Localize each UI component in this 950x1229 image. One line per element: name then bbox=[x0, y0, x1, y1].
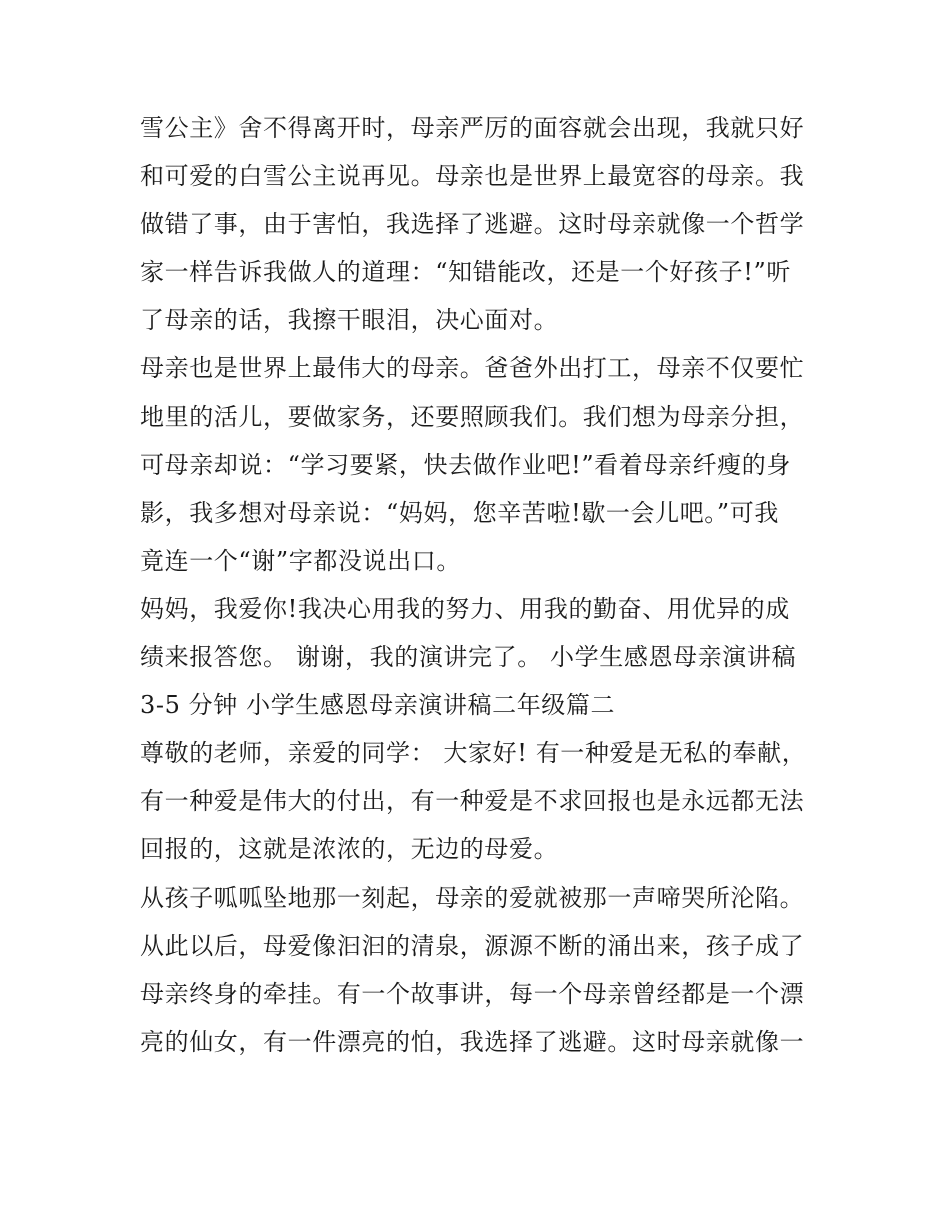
text-line: 有一种爱是伟大的付出，有一种爱是不求回报也是永远都无法 bbox=[140, 787, 805, 816]
text-line: 了母亲的话，我擦干眼泪，决心面对。 bbox=[140, 306, 559, 335]
text-line: 竟连一个“谢”字都没说出口。 bbox=[140, 546, 461, 575]
text-line: 尊敬的老师，亲爱的同学： 大家好! 有一种爱是无私的奉献， bbox=[140, 739, 807, 768]
text-line: 回报的，这就是浓浓的，无边的母爱。 bbox=[140, 835, 559, 864]
section-heading-line: 3-5 分钟 小学生感恩母亲演讲稿二年级篇二 bbox=[140, 691, 616, 720]
text-line: 亮的仙女，有一件漂亮的怕，我选择了逃避。这时母亲就像一 bbox=[140, 1027, 805, 1056]
text-line: 雪公主》舍不得离开时，母亲严厉的面容就会出现，我就只好 bbox=[140, 114, 805, 142]
text-line: 和可爱的白雪公主说再见。母亲也是世界上最宽容的母亲。我 bbox=[140, 162, 805, 191]
text-line: 母亲终身的牵挂。有一个故事讲，每一个母亲曾经都是一个漂 bbox=[140, 979, 805, 1008]
text-line: 影，我多想对母亲说：“妈妈，您辛苦啦!歇一会儿吧。”可我 bbox=[140, 498, 779, 527]
text-line: 母亲也是世界上最伟大的母亲。爸爸外出打工，母亲不仅要忙 bbox=[140, 354, 805, 383]
text-line: 地里的活儿，要做家务，还要照顾我们。我们想为母亲分担， bbox=[140, 402, 805, 431]
text-line: 从此以后，母爱像汩汩的清泉，源源不断的涌出来，孩子成了 bbox=[140, 931, 805, 960]
text-line: 从孩子呱呱坠地那一刻起，母亲的爱就被那一声啼哭所沦陷。 bbox=[140, 883, 805, 912]
text-line: 可母亲却说：“学习要紧，快去做作业吧!”看着母亲纤瘦的身 bbox=[140, 450, 791, 479]
text-line: 做错了事，由于害怕，我选择了逃避。这时母亲就像一个哲学 bbox=[140, 210, 805, 239]
text-line: 绩来报答您。 谢谢，我的演讲完了。 小学生感恩母亲演讲稿 bbox=[140, 643, 797, 672]
body-text bbox=[140, 104, 820, 1066]
text-line: 家一样告诉我做人的道理：“知错能改，还是一个好孩子!”听 bbox=[140, 258, 791, 287]
text-line: 妈妈，我爱你!我决心用我的努力、用我的勤奋、用优异的成 bbox=[140, 594, 790, 623]
